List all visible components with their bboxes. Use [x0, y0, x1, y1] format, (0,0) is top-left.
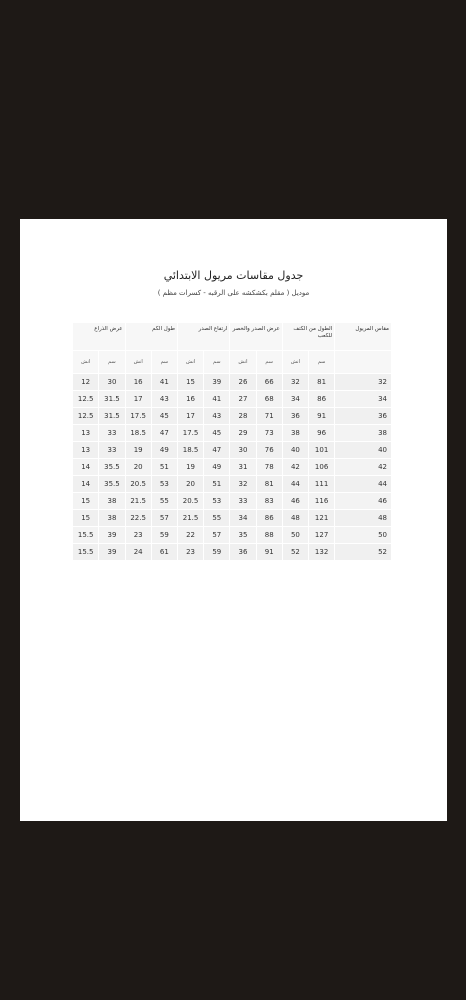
- size-cell: 50: [335, 527, 392, 544]
- measurement-cell: 39: [99, 544, 125, 561]
- table-row: [73, 493, 392, 510]
- measurement-cell: 20.5: [177, 493, 203, 510]
- measurement-cell: 86: [309, 391, 335, 408]
- measurement-cell: 31.5: [99, 408, 125, 425]
- measurement-cell: 22: [177, 527, 203, 544]
- measurement-cell: 13: [73, 442, 99, 459]
- measurement-cell: 38: [282, 425, 308, 442]
- measurement-cell: 30: [230, 442, 256, 459]
- measurement-cell: 19: [125, 442, 151, 459]
- measurement-cell: 49: [151, 442, 177, 459]
- measurement-cell: 127: [309, 527, 335, 544]
- measurement-cell: 51: [151, 459, 177, 476]
- group-header: عرض الذراع: [73, 323, 126, 351]
- measurement-cell: 14: [73, 476, 99, 493]
- measurement-cell: 23: [125, 527, 151, 544]
- measurement-cell: 34: [230, 510, 256, 527]
- table-row: [73, 544, 392, 561]
- measurement-cell: 28: [230, 408, 256, 425]
- measurement-cell: 23: [177, 544, 203, 561]
- measurement-cell: 91: [309, 408, 335, 425]
- measurement-cell: 71: [256, 408, 282, 425]
- measurement-cell: 38: [99, 493, 125, 510]
- measurement-cell: 51: [204, 476, 230, 493]
- table-row: [73, 391, 392, 408]
- measurement-cell: 27: [230, 391, 256, 408]
- measurement-cell: 47: [151, 425, 177, 442]
- measurement-cell: 33: [99, 425, 125, 442]
- table-row: [73, 510, 392, 527]
- measurement-cell: 17.5: [125, 408, 151, 425]
- measurement-cell: 66: [256, 374, 282, 391]
- measurement-cell: 81: [256, 476, 282, 493]
- size-cell: 34: [335, 391, 392, 408]
- measurement-cell: 53: [204, 493, 230, 510]
- group-header: الطول من الكتف للكعب: [282, 323, 334, 351]
- measurement-cell: 88: [256, 527, 282, 544]
- measurement-cell: 59: [151, 527, 177, 544]
- measurement-cell: 14: [73, 459, 99, 476]
- measurement-cell: 96: [309, 425, 335, 442]
- measurement-cell: 19: [177, 459, 203, 476]
- measurement-cell: 43: [151, 391, 177, 408]
- measurement-cell: 29: [230, 425, 256, 442]
- measurement-cell: 46: [282, 493, 308, 510]
- measurement-cell: 41: [204, 391, 230, 408]
- measurement-cell: 48: [282, 510, 308, 527]
- table-row: [73, 459, 392, 476]
- measurement-cell: 42: [282, 459, 308, 476]
- measurement-cell: 33: [99, 442, 125, 459]
- measurement-cell: 36: [230, 544, 256, 561]
- measurement-cell: 17: [125, 391, 151, 408]
- measurement-cell: 32: [282, 374, 308, 391]
- measurement-cell: 13: [73, 425, 99, 442]
- measurement-cell: 15: [73, 493, 99, 510]
- document-subtitle: موديل ( مقلم بكشكشه على الرقبه - كسرات مظم ): [157, 289, 310, 297]
- measurement-cell: 47: [204, 442, 230, 459]
- measurement-cell: 31: [230, 459, 256, 476]
- measurement-cell: 17: [177, 408, 203, 425]
- unit-inch: انش: [230, 351, 256, 374]
- measurement-cell: 78: [256, 459, 282, 476]
- measurement-cell: 43: [204, 408, 230, 425]
- measurement-cell: 16: [125, 374, 151, 391]
- unit-cm: سم: [256, 351, 282, 374]
- size-chart-table: [72, 322, 392, 561]
- unit-cm: سم: [309, 351, 335, 374]
- document-title: جدول مقاسات مريول الابتدائي: [163, 269, 304, 282]
- unit-inch: انش: [282, 351, 308, 374]
- unit-cm: سم: [99, 351, 125, 374]
- measurement-cell: 33: [230, 493, 256, 510]
- measurement-cell: 20.5: [125, 476, 151, 493]
- measurement-cell: 45: [204, 425, 230, 442]
- measurement-cell: 39: [99, 527, 125, 544]
- table-row: [73, 408, 392, 425]
- measurement-cell: 101: [309, 442, 335, 459]
- measurement-cell: 12.5: [73, 391, 99, 408]
- unit-inch: انش: [73, 351, 99, 374]
- size-cell: 42: [335, 459, 392, 476]
- table-row: [73, 425, 392, 442]
- size-cell: 36: [335, 408, 392, 425]
- unit-cm: سم: [204, 351, 230, 374]
- measurement-cell: 35.5: [99, 459, 125, 476]
- table-body: [73, 374, 392, 561]
- measurement-cell: 111: [309, 476, 335, 493]
- measurement-cell: 44: [282, 476, 308, 493]
- measurement-cell: 55: [204, 510, 230, 527]
- size-cell: 44: [335, 476, 392, 493]
- measurement-cell: 12: [73, 374, 99, 391]
- measurement-cell: 57: [151, 510, 177, 527]
- measurement-cell: 83: [256, 493, 282, 510]
- table-row: [73, 527, 392, 544]
- measurement-cell: 55: [151, 493, 177, 510]
- measurement-cell: 15: [73, 510, 99, 527]
- table-row: [73, 442, 392, 459]
- measurement-cell: 30: [99, 374, 125, 391]
- measurement-cell: 15: [177, 374, 203, 391]
- measurement-cell: 22.5: [125, 510, 151, 527]
- measurement-cell: 32: [230, 476, 256, 493]
- measurement-cell: 20: [125, 459, 151, 476]
- measurement-cell: 20: [177, 476, 203, 493]
- table-row: [73, 476, 392, 493]
- group-header: عرض الصدر والخصر: [230, 323, 282, 351]
- unit-inch: انش: [177, 351, 203, 374]
- document-page: [20, 219, 447, 821]
- measurement-cell: 91: [256, 544, 282, 561]
- measurement-cell: 35: [230, 527, 256, 544]
- measurement-cell: 17.5: [177, 425, 203, 442]
- size-cell: 40: [335, 442, 392, 459]
- measurement-cell: 16: [177, 391, 203, 408]
- measurement-cell: 116: [309, 493, 335, 510]
- measurement-cell: 73: [256, 425, 282, 442]
- measurement-cell: 121: [309, 510, 335, 527]
- measurement-cell: 50: [282, 527, 308, 544]
- measurement-cell: 36: [282, 408, 308, 425]
- measurement-cell: 21.5: [125, 493, 151, 510]
- measurement-cell: 15.5: [73, 544, 99, 561]
- measurement-cell: 18.5: [177, 442, 203, 459]
- group-header: طول الكم: [125, 323, 177, 351]
- unit-cm: سم: [151, 351, 177, 374]
- group-header: ارتفاع الصدر: [177, 323, 229, 351]
- measurement-cell: 45: [151, 408, 177, 425]
- measurement-cell: 68: [256, 391, 282, 408]
- measurement-cell: 49: [204, 459, 230, 476]
- measurement-cell: 106: [309, 459, 335, 476]
- size-cell: 46: [335, 493, 392, 510]
- measurement-cell: 34: [282, 391, 308, 408]
- measurement-cell: 38: [99, 510, 125, 527]
- measurement-cell: 132: [309, 544, 335, 561]
- table-unit-row: [73, 351, 392, 374]
- size-cell: 52: [335, 544, 392, 561]
- size-column-header: مقاس المريول: [335, 323, 392, 351]
- measurement-cell: 24: [125, 544, 151, 561]
- size-cell: 48: [335, 510, 392, 527]
- table-header-row: [73, 323, 392, 351]
- measurement-cell: 52: [282, 544, 308, 561]
- measurement-cell: 53: [151, 476, 177, 493]
- measurement-cell: 59: [204, 544, 230, 561]
- measurement-cell: 81: [309, 374, 335, 391]
- measurement-cell: 76: [256, 442, 282, 459]
- measurement-cell: 41: [151, 374, 177, 391]
- measurement-cell: 61: [151, 544, 177, 561]
- measurement-cell: 18.5: [125, 425, 151, 442]
- table-row: [73, 374, 392, 391]
- unit-cell-empty: [335, 351, 392, 374]
- measurement-cell: 12.5: [73, 408, 99, 425]
- measurement-cell: 86: [256, 510, 282, 527]
- measurement-cell: 39: [204, 374, 230, 391]
- measurement-cell: 21.5: [177, 510, 203, 527]
- unit-inch: انش: [125, 351, 151, 374]
- measurement-cell: 57: [204, 527, 230, 544]
- measurement-cell: 15.5: [73, 527, 99, 544]
- measurement-cell: 35.5: [99, 476, 125, 493]
- measurement-cell: 31.5: [99, 391, 125, 408]
- size-cell: 32: [335, 374, 392, 391]
- measurement-cell: 26: [230, 374, 256, 391]
- size-cell: 38: [335, 425, 392, 442]
- measurement-cell: 40: [282, 442, 308, 459]
